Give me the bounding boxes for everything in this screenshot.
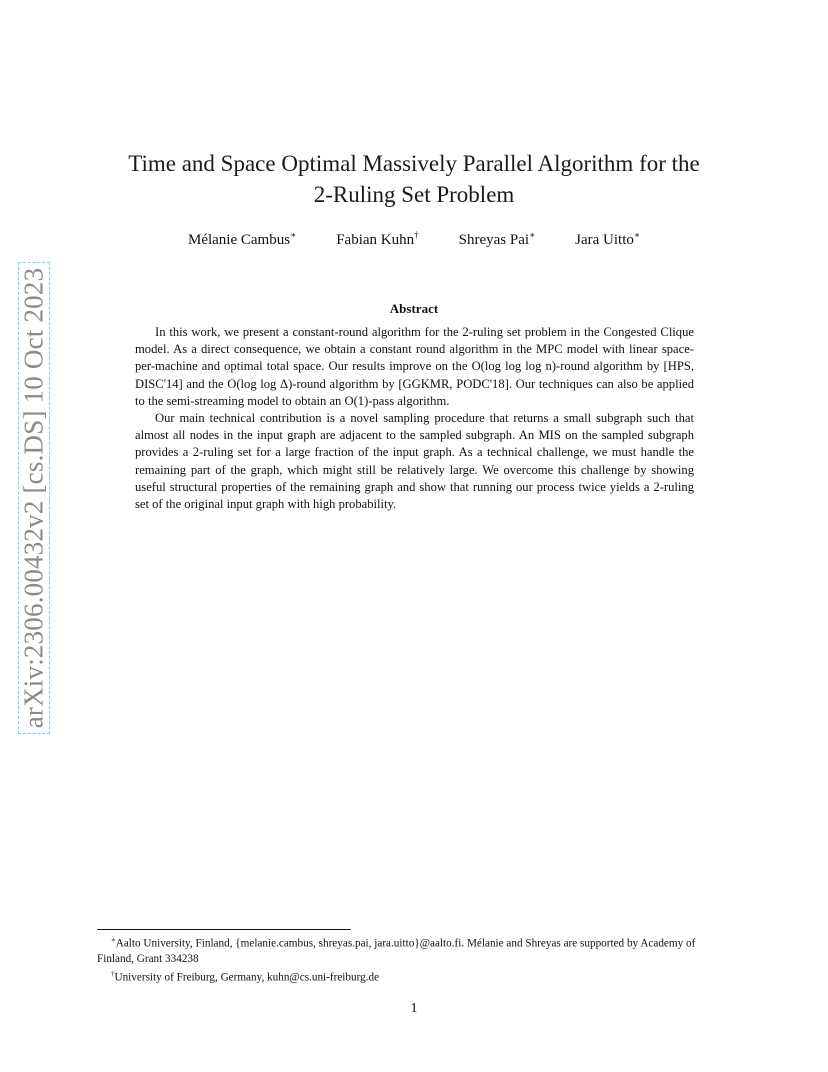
footnote-mark: † <box>111 969 115 978</box>
arxiv-identifier: arXiv:2306.00432v2 [cs.DS] 10 Oct 2023 <box>18 267 49 729</box>
author <box>188 230 296 249</box>
footnote-text: Aalto University, Finland, {melanie.cambus, shreyas.pai, jara.uitto}@aalto.fi. Mélanie and Shreyas are supported by Academy of Finland, Grant 334238 <box>97 937 696 965</box>
author-list <box>60 230 768 249</box>
title-line-1: Time and Space Optimal Massively Parallel Algorithm for the <box>128 151 700 176</box>
author <box>459 230 536 249</box>
abstract-paragraph-1: In this work, we present a constant-round algorithm for the 2-ruling set problem in the Congested Clique model. As a direct consequence, we obtain a constant round algorithm in the MPC model with linear space-per-machine and optimal total space. Our results improve on the O(log log log n)-round algorithm by [HPS, DISC'14] and the O(log log Δ)-round algorithm by [GGKMR, PODC'18]. Our techniques can also be applied to the semi-streaming model to obtain an O(1)-pass algorithm. <box>135 325 694 408</box>
author-name: Fabian Kuhn <box>336 232 415 248</box>
footnote <box>97 933 731 967</box>
page-number: 1 <box>410 1001 418 1016</box>
footnotes <box>97 933 731 985</box>
abstract-heading: Abstract <box>389 301 439 316</box>
abstract-body <box>135 324 694 513</box>
author-name: Shreyas Pai <box>458 232 530 248</box>
footnote <box>97 967 731 986</box>
footnote-text: University of Freiburg, Germany, kuhn@cs.uni-freiburg.de <box>114 971 380 984</box>
author <box>336 230 418 249</box>
author-footnote-mark: ∗ <box>529 230 536 240</box>
paper-title <box>60 148 768 210</box>
author-name: Jara Uitto <box>575 232 634 248</box>
footnote-divider <box>97 929 351 930</box>
footnote-mark: ∗ <box>111 936 116 944</box>
author-footnote-mark: ∗ <box>633 230 641 240</box>
title-line-2: 2-Ruling Set Problem <box>313 182 515 207</box>
abstract-paragraph-2: Our main technical contribution is a novel sampling procedure that returns a small subgraph such that almost all nodes in the input graph are adjacent to the sampled subgraph. An MIS on the sampled subgraph provides a 2-ruling set for a large fraction of the input graph. As a technical challenge, we must handle the remaining part of the graph, which might still be relatively large. We overcome this challenge by showing useful structural properties of the remaining graph and show that running our process twice yields a 2-ruling set of the original input graph with high probability. <box>135 411 694 512</box>
author-footnote-mark: † <box>414 230 419 240</box>
author-name: Mélanie Cambus <box>187 232 291 248</box>
author-footnote-mark: ∗ <box>290 230 297 240</box>
author <box>575 230 640 249</box>
arxiv-sidebar-stamp <box>18 262 50 734</box>
